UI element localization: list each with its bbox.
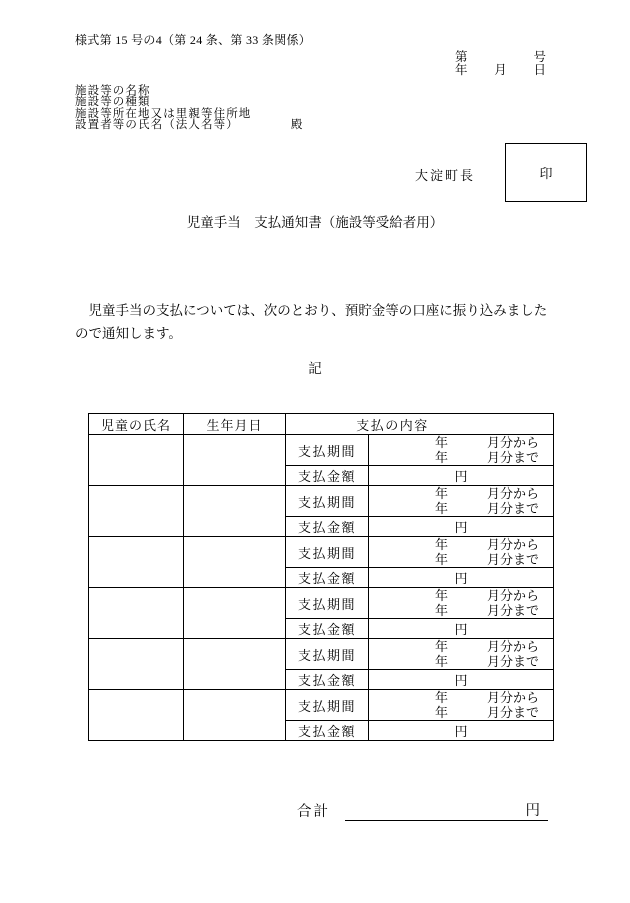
payment-amount-label: 支払金額 [286, 568, 369, 588]
period-from-line: 年 月分から [435, 588, 540, 603]
period-from-line: 年 月分から [435, 537, 540, 552]
birth-date-cell [184, 537, 286, 588]
body-line-1: 児童手当の支払については、次のとおり、預貯金等の口座に振り込みました [75, 303, 548, 318]
seal-box [505, 143, 587, 202]
payment-amount-label: 支払金額 [286, 721, 369, 741]
total-amount-line [345, 799, 548, 821]
total-unit: 円 [525, 803, 540, 819]
header-payment-details-label: 支払の内容 [356, 417, 429, 433]
payment-amount-value: 円 [369, 670, 554, 690]
issue-number-prefix: 第 [455, 50, 468, 64]
payment-amount-label: 支払金額 [286, 619, 369, 639]
payment-period-value [369, 486, 554, 517]
page-title: 児童手当 支払通知書（施設等受給者用） [186, 215, 444, 230]
issue-date-line [455, 64, 546, 77]
payment-amount-value: 円 [369, 568, 554, 588]
header-child-name: 児童の氏名 [89, 414, 184, 435]
founder-name-label: 設置者等の氏名（法人名等） [75, 119, 239, 132]
payment-amount-label: 支払金額 [286, 670, 369, 690]
total-row [297, 799, 548, 821]
addressee-block [75, 86, 302, 132]
payment-period-value [369, 639, 554, 670]
issue-date-year: 年 [455, 63, 468, 77]
period-to-line: 年 月分まで [435, 654, 540, 669]
payment-period-label: 支払期間 [286, 435, 369, 466]
period-from-line: 年 月分から [435, 690, 540, 705]
child-name-cell [89, 435, 184, 486]
payment-period-value [369, 588, 554, 619]
header-birth-date: 生年月日 [184, 414, 286, 435]
period-to-line: 年 月分まで [435, 501, 540, 516]
birth-date-cell [184, 690, 286, 741]
record-marker: 記 [308, 361, 322, 376]
facility-type-label: 施設等の種類 [75, 96, 151, 109]
header-payment-details [286, 414, 554, 435]
honorific: 殿 [290, 119, 303, 132]
payment-amount-value: 円 [369, 466, 554, 486]
founder-name-line [75, 120, 302, 131]
payment-period-label: 支払期間 [286, 690, 369, 721]
payment-period-label: 支払期間 [286, 537, 369, 568]
total-label: 合計 [297, 804, 330, 820]
payment-amount-value: 円 [369, 619, 554, 639]
child-name-cell [89, 588, 184, 639]
child-name-cell [89, 486, 184, 537]
table-row-period [89, 690, 554, 721]
issuer-name: 大淀町長 [415, 168, 476, 183]
body-paragraph [75, 299, 565, 345]
period-to-line: 年 月分まで [435, 603, 540, 618]
payment-amount-value: 円 [369, 517, 554, 537]
child-name-cell [89, 690, 184, 741]
period-to-line: 年 月分まで [435, 705, 540, 720]
payment-period-label: 支払期間 [286, 639, 369, 670]
table-row-period [89, 537, 554, 568]
birth-date-cell [184, 588, 286, 639]
issue-number-block [455, 51, 546, 77]
payment-amount-label: 支払金額 [286, 517, 369, 537]
payment-period-label: 支払期間 [286, 486, 369, 517]
facility-address-label: 施設等所在地又は里親等住所地 [75, 107, 252, 120]
period-to-line: 年 月分まで [435, 552, 540, 567]
child-name-cell [89, 639, 184, 690]
birth-date-cell [184, 639, 286, 690]
payment-period-value [369, 690, 554, 721]
period-from-line: 年 月分から [435, 486, 540, 501]
table-row-period [89, 588, 554, 619]
payment-table-body [89, 435, 554, 741]
issue-date-month: 月 [494, 63, 507, 77]
birth-date-cell [184, 486, 286, 537]
payment-table [88, 413, 554, 741]
issue-date-day: 日 [533, 63, 546, 77]
payment-amount-label: 支払金額 [286, 466, 369, 486]
table-row-period [89, 435, 554, 466]
table-row-period [89, 486, 554, 517]
form-number: 様式第 15 号の4（第 24 条、第 33 条関係） [75, 33, 312, 47]
payment-period-value [369, 435, 554, 466]
period-from-line: 年 月分から [435, 639, 540, 654]
issue-number-suffix: 号 [533, 50, 546, 64]
period-from-line: 年 月分から [435, 435, 540, 450]
payment-amount-value: 円 [369, 721, 554, 741]
payment-period-label: 支払期間 [286, 588, 369, 619]
period-to-line: 年 月分まで [435, 450, 540, 465]
payment-period-value [369, 537, 554, 568]
body-line-2: ので通知します。 [75, 326, 182, 341]
birth-date-cell [184, 435, 286, 486]
table-header-row [89, 414, 554, 435]
table-row-period [89, 639, 554, 670]
child-name-cell [89, 537, 184, 588]
seal-mark: 印 [539, 166, 553, 181]
facility-name-label: 施設等の名称 [75, 85, 151, 97]
